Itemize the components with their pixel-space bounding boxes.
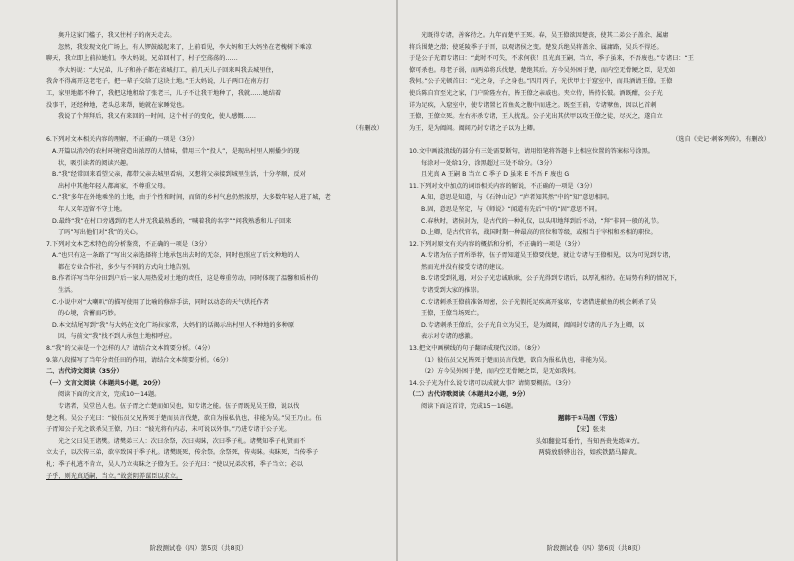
page-footer-right: 阶段测试卷（四）第6页（共8页） xyxy=(546,544,645,552)
text-line: A.专诸为伍子胥所举荐，伍子胥知道吴王僚要伐楚，就让专诸与王僚相见，以为可见到专诸， xyxy=(421,252,675,260)
text-line: 光之父曰吴王诸樊。诸樊弟三人：次曰余祭，次曰夷眛，次曰季子札。诸樊知季子札贤而不 xyxy=(58,437,306,445)
text-line: 表示对专诸的感激。 xyxy=(421,333,477,341)
text-line: （1）彼伍员父兄皆死于楚而员言伐楚，欲自为报私仇也，非能为吴。 xyxy=(421,356,611,364)
text-line: A.“也只有这一条路了”写出父亲选择将土地承包出去时的无奈，同时也照应了后文种地的人 xyxy=(52,252,300,260)
text-line: 使兵陈自宫至光之家，门户阶陛左右，皆王僚之亲戚也。夹立侍，皆持长铍。酒既酣，公子光 xyxy=(409,89,663,97)
text-line: C.专诸刺杀王僚前准备周密，公子光假托足疾离开宴席，专诸借进献鱼的机会刺杀了吴 xyxy=(421,298,657,306)
text-line: 9.第八段描写了当年分责任田的作用，请结合文本简要分析。（6分） xyxy=(46,356,233,364)
text-line: 为王，是为阖闾。阖闾乃封专诸之子以为上卿。 xyxy=(409,124,539,132)
text-line: 我何。”公子光顿首曰：“光之身，子之身也。”四月丙子，光伏甲士于窟室中，而具酒请王僚。王僚 xyxy=(409,78,673,86)
text-line: 年人又年迈留不守土地。 xyxy=(58,205,127,213)
text-line: 12.下列对原文有关内容的概括和分析，不正确的一项是（3分） xyxy=(409,240,584,248)
text-line: A.知，意思是知道，与《石钟山记》“庐者知其然”中的“知”意思相同。 xyxy=(421,194,614,202)
text-line: 聊天，我立即上前拉她们。李大妈说，兄弟回村了，村子空荡荡的…… xyxy=(46,55,238,63)
text-line: B.作者详写当年分田到户后一家人用热爱对土地的责任，这是尊重劳动，同时体现了温馨和质朴的 xyxy=(52,275,319,283)
text-line: 11.下列对文中加点的词语相关内容的解说，不正确的一项是（3分） xyxy=(409,182,597,190)
text-line: 6.下列对文本相关内容的理解，不正确的一项是（3分） xyxy=(46,136,199,144)
text-line: B.专诸受到礼遇，对公子光忠诚耿耿，公子光得到专诸后，以厚礼相待。在局势有利的情况下， xyxy=(421,275,681,283)
text-line: 子胥知公子光之欲杀吴王僚，乃曰：“彼光将有内志，未可说以外事。”乃进专诸于公子光。 xyxy=(46,426,291,434)
text-line: 14.公子光为什么说专诸可以成就大事？请简要概括。（3分） xyxy=(409,379,575,387)
page-footer-left: 阶段测试卷（四）第5页（共8页） xyxy=(149,544,248,552)
poem-title: 题韩干①马图（节选） xyxy=(558,413,621,422)
text-line: 子乎，则光真适嗣，当立。”故尝阴养谋臣以求立。 xyxy=(46,472,183,480)
text-line: 7.下列对文本艺术特色的分析鉴赏，不正确的一项是（3分） xyxy=(46,240,211,248)
text-line: （一）文言文阅读（本题共5小题，20分） xyxy=(46,379,165,387)
text-line: 忽然，我发现文化广场上，有人锣鼓敲起来了，上前看见，李大妈和王大妈坐在老槐树下乘凉 xyxy=(58,43,312,51)
text-line: 的心境，含蓄而巧妙。 xyxy=(58,310,120,318)
poem-author: 【宋】张耒 xyxy=(573,425,606,434)
text-line: 僚可杀也。母老子弱，而两弟将兵伐楚，楚绝其后。方今吴外困于楚，而内空无骨鲠之臣，是无如 xyxy=(409,66,676,74)
text-line: 8.“我”的父亲是一个怎样的人？请结合文本简要分析。（4分） xyxy=(46,345,214,353)
text-line: 楚之利。吴公子光曰：“彼伍员父兄皆死于楚而员言伐楚，欲自为报私仇也，非能为吴。”吴王乃止。伍 xyxy=(46,414,322,422)
text-line: D.本文结尾写到“我”与大妈在文化广场拉家常，大妈们的话揭示出村里人不种地的多种原 xyxy=(52,321,295,329)
text-line: 二、古代诗文阅读（35分） xyxy=(46,368,123,376)
text-line: 阅读下面的文言文，完成10～14题。 xyxy=(58,391,161,399)
text-line: 了吗”写出他们对“我”的关心。 xyxy=(58,229,142,237)
text-line: 没事干，还经种地，老头总来帮，她就在家睡觉也。 xyxy=(46,101,189,109)
text-line: B.固，意思是坚定，与《师说》“闻道有先后”中的“固”意思不同。 xyxy=(421,205,601,213)
text-line: 札；季子札逃不肯立，吴人乃立夷眛之子僚为王。公子光曰：“使以兄弟次邪，季子当立；必以 xyxy=(46,460,303,468)
text-line: 我舍不得离开这老宅子，把一辈子交给了这块土地。”王大妈说，儿子两口在南方打 xyxy=(46,78,269,86)
text-line: D.上卿，是古代官名，战国时期一种最高的官位和等级，或相当于宰相和丞相的职位。 xyxy=(421,229,657,237)
text-line: 李大妈说：“大兄弟，儿子和孙子都在省城打工，前几天儿子回来叫我去城里住， xyxy=(58,66,278,74)
page-right xyxy=(397,0,794,561)
text-line: 奥升这家门槛子，我又往村子的南天走去。 xyxy=(58,32,176,39)
text-line: A.开篇以消冷的农村环境营造出浓厚的人情味，借用三个“投人”，是现出村里人刚播少的现 xyxy=(52,147,300,155)
text-line: 10.文中画波浪线的部分有三处需要断句，请用铅笔将答题卡上相应位置的答案标号涂黑。 xyxy=(409,147,654,155)
text-line: B.“我”经常回来看望父亲，都带父亲去城里看病，又想将父亲接到城里生活，十分孝顺，反对 xyxy=(52,171,306,179)
text-line: 出村中其他年轻人都离家，不尊重父母。 xyxy=(58,182,170,190)
text-line: 生活。 xyxy=(58,287,77,295)
text-line: 光既得专诸，善客待之。九年而楚平王死。春，吴王僚欲因楚丧，使其二弟公子盖余、属庸 xyxy=(421,32,669,39)
text-line: （选自《史记·刺客列传》，有删改） xyxy=(672,136,770,144)
left-text-block xyxy=(46,30,383,482)
text-line: 我说了个拜拜后，我又有来回的一时间，这个村子的变化，使人感慨…… xyxy=(58,113,256,121)
text-line: 13.把文中画横线的句子翻译成现代汉语。（8分） xyxy=(409,345,544,353)
text-line: 且光真 A 王嗣 B 当立 C 季子 D 虽来 E 不吾 F 废也 G xyxy=(421,171,570,179)
text-line: 专诸者，吴堂邑人也。伍子胥之亡楚而如吴也，知专诸之能。伍子胥既见吴王僚，说以伐 xyxy=(58,403,300,410)
poem-line: 两骑放骄骅出谷，如疾铁踏马蹄黄。 xyxy=(538,448,641,457)
text-line: 于是公子光谓专诸曰：“此时不可失，不求何获！且光真王嗣，当立，季子虽来，不吾废也。”专诸曰：“王 xyxy=(409,55,694,63)
text-line: D.专诸刺杀王僚后，公子光自立为吴王，是为阖闾，阖闾封专诸的儿子为上卿，以 xyxy=(421,321,645,329)
text-line: 立太子，以次传三弟，欲卒致国于季子札。诸樊既死，传余祭。余祭死，传夷眛。夷眛死，当传季子 xyxy=(46,449,319,457)
text-line: 都在专业合作社，多少与不同的方式向土地告别。 xyxy=(58,263,195,271)
text-line: （2）方今吴外困于楚，而内空无骨鲠之臣，是无如我何。 xyxy=(421,368,580,376)
text-line: （二）古代诗歌阅读（本题共2小题，9分） xyxy=(409,391,529,399)
text-line: 王僚，王僚当场死亡。 xyxy=(421,310,483,318)
text-line: 工，家里地都不种了，我把这地租给了张老三，儿子不让我干地种了，我就……她结着 xyxy=(46,89,282,97)
text-line: 阅读下面这首诗，完成15～16题。 xyxy=(421,403,518,410)
right-text-block xyxy=(409,30,770,413)
text-line: 详为足疾，入窟室中，使专诸置匕首鱼炙之腹中而进之。既至王前，专诸擘鱼，因以匕首刺 xyxy=(409,101,657,109)
text-line: 状，吸引读者的阅读兴趣。 xyxy=(58,159,133,167)
text-line: D.最终“我”在村口旁遇到的老人并无我最熟悉的，“喊着我的名字”“问我熟悉和儿子回来 xyxy=(52,217,292,225)
text-line: 因，与前文“我”找不到人承包土地相呼应。 xyxy=(58,333,176,341)
text-line: 然而光并没有接受专诸的建议。 xyxy=(421,263,508,271)
text-line: C.春秋时，诸侯封为，是古代的一种礼仪，以头叩地拜到后不动，“拜”非同一般的礼节。 xyxy=(421,217,663,225)
poem-line: 头如翻瓮耳垂竹，当知吾贵先练④方。 xyxy=(535,436,644,445)
text-line: 专诸受到大家的推崇。 xyxy=(421,287,483,295)
text-line: 每涂对一处给1分，涂黑超过三处不给分。（3分） xyxy=(421,159,556,167)
text-line: C.小说中对“大喇叭”的描写使用了比喻的修辞手法，同时以动态的天气烘托作者 xyxy=(52,298,269,306)
text-line: 将兵围楚之潜；使延陵季子于晋，以观诸侯之变。楚发兵绝吴将盖余、属庸路，吴兵不得还。 xyxy=(409,43,663,51)
text-line: （有删改） xyxy=(352,124,383,132)
text-line: C.“我”多年在外地乘坐的土地，由于个性和时间，而留的乡村气息仍然浓厚，大多数年轻人进了城，老 xyxy=(52,194,331,202)
text-line: 王僚，王僚立死。左右亦杀专诸，王人扰乱。公子光出其伏甲以攻王僚之徒，尽灭之，遂自立 xyxy=(409,113,663,121)
